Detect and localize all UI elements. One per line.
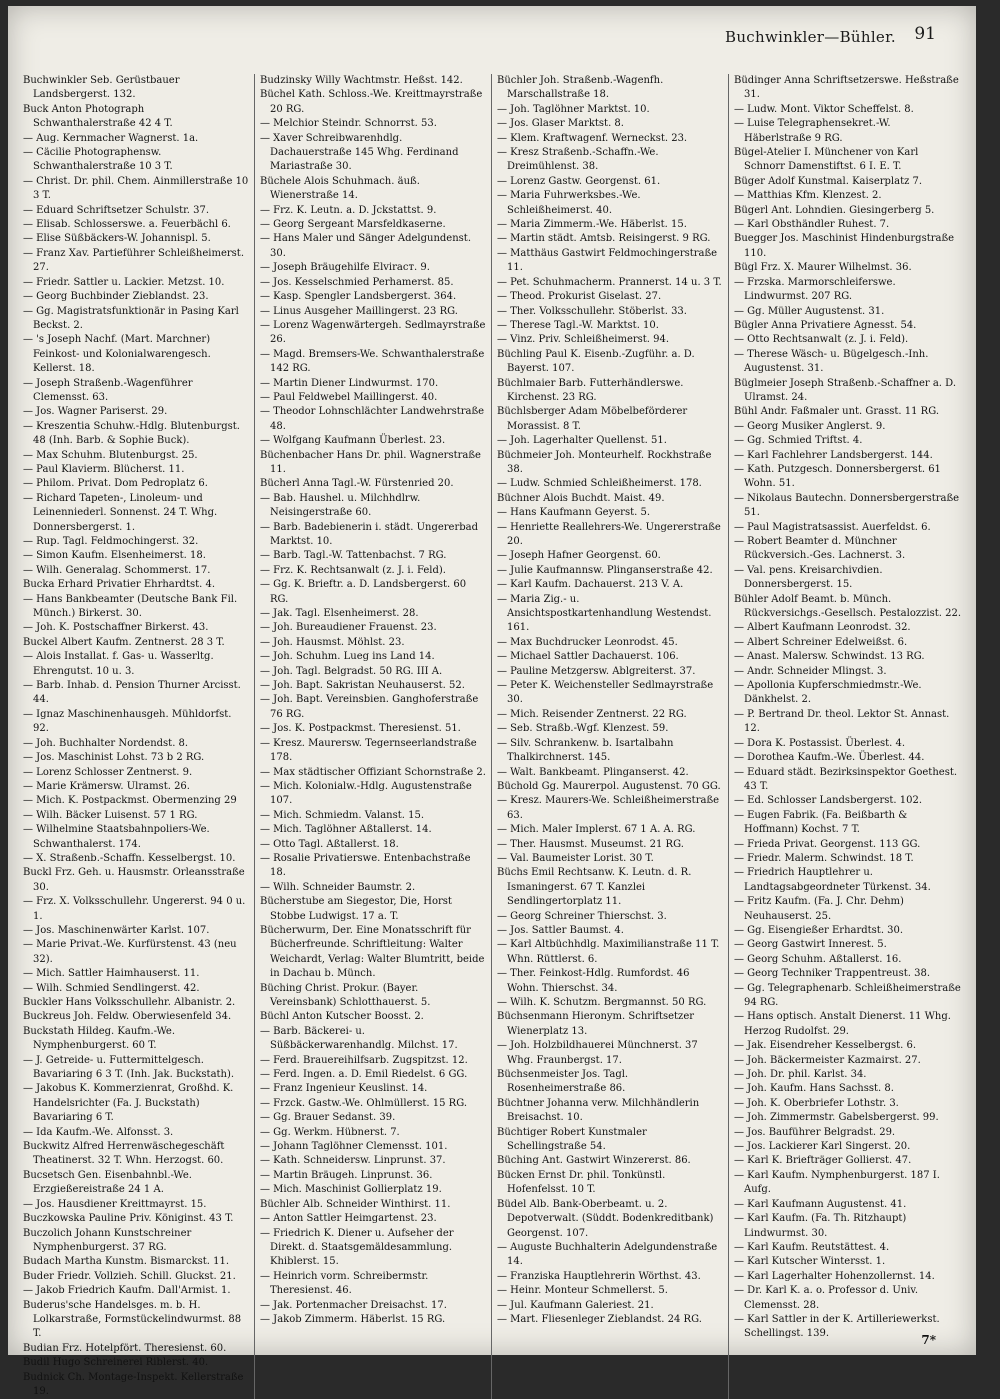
directory-entry: — Kresz Straßenb.-Schaffn.-We. Dreimühlenst. 38. <box>497 147 659 173</box>
directory-entry: — Kasp. Spengler Landsbergerst. 364. <box>260 291 457 303</box>
directory-entry: — Peter K. Weichensteller Sedlmayrstraße 30. <box>497 680 714 706</box>
directory-entry: — Robert Beamter d. Münchner Rückversich.-Ges. Lachnerst. 3. <box>734 536 906 562</box>
directory-entry: — Karl Altbüchhdlg. Maximilianstraße 11 T. Whn. Rüttlerst. 6. <box>497 939 720 965</box>
directory-entry: — Jakob Friedrich Kaufm. Dall'Armist. 1. <box>23 1285 231 1297</box>
directory-entry: — Eugen Fabrik. (Fa. Beißbarth & Hoffmann) Kochst. 7 T. <box>734 809 908 836</box>
directory-entry: Bügl Frz. X. Maurer Wilhelmst. 36. <box>734 262 912 274</box>
directory-entry: Büchtiger Robert Kunstmaler Schellingstraße 54. <box>497 1126 647 1153</box>
directory-entry: Bücherstube am Siegestor, Die, Horst Stobbe Ludwigst. 17 a. T. <box>260 896 452 922</box>
directory-entry: — Mich. Maler Implerst. 67 1 A. A. RG. <box>497 824 696 836</box>
directory-entry: — Marie Privat.-We. Kurfürstenst. 43 (neu 32). <box>23 939 237 965</box>
directory-entry: — X. Straßenb.-Schaffn. Kesselbergst. 10. <box>23 852 236 864</box>
directory-entry: — Joh. Taglöhner Marktst. 10. <box>497 103 650 115</box>
directory-entry: — Gg. Telegraphenarb. Schleißheimerstraße 94 RG. <box>734 982 961 1008</box>
directory-entry: — Lorenz Gastw. Georgenst. 61. <box>497 175 661 187</box>
directory-entry: — Jos. Bauführer Belgradst. 29. <box>734 1126 896 1138</box>
directory-entry: — Eduard Schriftsetzer Schulstr. 37. <box>23 204 210 216</box>
directory-entry: — Jos. Maschinist Lohst. 73 b 2 RG. <box>23 752 205 764</box>
directory-entry: — Joh. Zimmermstr. Gabelsbergerst. 99. <box>734 1112 939 1124</box>
directory-entry: — Martin städt. Amtsb. Reisingerst. 9 RG. <box>497 233 711 245</box>
directory-entry: — Wilh. Generalag. Schommerst. 17. <box>23 564 211 576</box>
directory-entry: — Jos. Kesselschmied Perhamerst. 85. <box>260 276 454 288</box>
directory-entry: — Jos. K. Postpackmst. Theresienst. 51. <box>260 723 461 735</box>
directory-entry: — Karl Kaufm. Reutstättest. 4. <box>734 1241 890 1253</box>
directory-entry: — Barb. Badebienerin i. städt. Ungererbad Marktst. 10. <box>260 521 479 547</box>
directory-entry: — Karl Kaufm. Dachauerst. 213 V. A. <box>497 579 684 591</box>
directory-entry: — Karl Kutscher Wintersst. 1. <box>734 1256 886 1268</box>
directory-entry: Buckwitz Alfred Herrenwäschegeschäft Theatinerst. 32 T. Whn. Herzogst. 60. <box>23 1141 225 1167</box>
directory-entry: Büchlsberger Adam Möbelbeförderer Morassist. 8 T. <box>497 406 688 432</box>
directory-entry: Büching Ant. Gastwirt Winzererst. 86. <box>497 1155 691 1167</box>
directory-entry: — Ida Kaufm.-We. Alfonsst. 3. <box>23 1126 174 1138</box>
directory-entry: — Wilh. Bäcker Luisenst. 57 1 RG. <box>23 809 198 821</box>
directory-entry: — Lorenz Schlosser Zentnerst. 9. <box>23 766 193 778</box>
directory-entry: — Magd. Bremsers-We. Schwanthalerstraße 142 RG. <box>260 348 485 375</box>
directory-entry: — Georg Musiker Anglerst. 9. <box>734 420 886 432</box>
directory-entry: — Friedrich Hauptlehrer u. Landtagsabgeordneter Türkenst. 34. <box>734 867 931 893</box>
directory-entry: — Max Schuhm. Blutenburgst. 25. <box>23 449 198 461</box>
directory-entry: — Friedr. Malerm. Schwindst. 18 T. <box>734 852 914 864</box>
directory-entry: — Jak. Tagl. Elsenheimerst. 28. <box>260 608 419 620</box>
directory-entry: — Christ. Dr. phil. Chem. Ainmillerstraße 10 3 T. <box>23 175 249 202</box>
directory-entry: — Klem. Kraftwagenf. Werneckst. 23. <box>497 132 688 144</box>
directory-entry: — Albert Kaufmann Leonrodst. 32. <box>734 622 911 634</box>
directory-entry: — Joh. K. Oberbriefer Lothstr. 3. <box>734 1097 899 1109</box>
directory-entry: — Karl Fachlehrer Landsbergerst. 144. <box>734 449 933 461</box>
directory-entry: Büchlmaier Barb. Futterhändlerswe. Kirchenst. 23 RG. <box>497 377 684 403</box>
directory-entry: — Joseph Hafner Georgenst. 60. <box>497 550 661 562</box>
directory-entry: — Heinr. Monteur Schmellerst. 5. <box>497 1285 668 1297</box>
directory-entry: Büchsenmeister Jos. Tagl. Rosenheimerstraße 86. <box>497 1069 629 1095</box>
page-number: 91 <box>914 24 936 44</box>
directory-entry: — Joh. Lagerhalter Quellenst. 51. <box>497 435 667 447</box>
directory-entry: — Dr. Karl K. a. o. Professor d. Univ. Clemensst. 28. <box>734 1285 919 1311</box>
directory-entry: — Julie Kaufmannsw. Plinganserstraße 42. <box>497 564 713 576</box>
directory-entry: — Theod. Prokurist Giselast. 27. <box>497 291 662 303</box>
directory-entry: — Georg Techniker Trappentreust. 38. <box>734 968 931 980</box>
directory-entry: Büger Adolf Kunstmal. Kaiserplatz 7. <box>734 175 923 187</box>
column-4 <box>729 74 966 1399</box>
directory-entry: Bücherl Anna Tagl.-W. Fürstenried 20. <box>260 478 454 490</box>
directory-entry: — Elisab. Schlosserswe. a. Feuerbächl 6. <box>23 219 231 231</box>
directory-entry: — Dora K. Postassist. Überlest. 4. <box>734 737 906 749</box>
directory-entry: — Friedr. Sattler u. Lackier. Metzst. 10. <box>23 276 225 288</box>
directory-entry: — Gg. Magistratsfunktionär in Pasing Karl Beckst. 2. <box>23 305 239 331</box>
directory-entry: Büchold Gg. Maurerpol. Augustenst. 70 GG. <box>497 780 721 792</box>
directory-entry: — Marie Krämersw. Ulramst. 26. <box>23 780 190 792</box>
directory-entry: Buck Anton Photograph Schwanthalerstraße 42 4 T. <box>23 103 173 130</box>
directory-entry: — Joh. Holzbildhauerei Münchnerst. 37 Whg. Fraunbergst. 17. <box>497 1040 698 1066</box>
directory-entry: Buckreus Joh. Feldw. Oberwiesenfeld 34. <box>23 1011 232 1023</box>
directory-entry: Budnick Ch. Montage-Inspekt. Kellerstraße 19. <box>23 1371 244 1397</box>
directory-entry: Bucsetsch Gen. Eisenbahnbl.-We. Erzgießereistraße 24 1 A. <box>23 1169 192 1196</box>
directory-entry: — Nikolaus Bautechn. Donnersbergerstraße 51. <box>734 492 960 519</box>
directory-entry: — Joh. Bapt. Sakristan Neuhauserst. 52. <box>260 680 465 692</box>
directory-entry: — Theodor Lohnschlächter Landwehrstraße 48. <box>260 406 485 432</box>
directory-entry: Büchs Emil Rechtsanw. K. Leutn. d. R. Ismaningerst. 67 T. Kanzlei Sendlingertorplatz 11. <box>497 867 692 908</box>
directory-entry: — Jakobus K. Kommerzienrat, Großhd. K. Handelsrichter (Fa. J. Buckstath) Bavariaring 6 T. <box>23 1083 234 1124</box>
directory-entry: — Frz. X. Volksschullehr. Ungererst. 94 0 u. 1. <box>23 896 246 922</box>
directory-entry: — Mich. Reisender Zentnerst. 22 RG. <box>497 708 687 720</box>
directory-entry: Buegger Jos. Maschinist Hindenburgstraße 110. <box>734 233 955 259</box>
directory-entry: Büchtner Johanna verw. Milchhändlerin Breisachst. 10. <box>497 1097 700 1124</box>
directory-entry: — Maria Zig.- u. Ansichtspostkartenhandlung Westendst. 161. <box>497 593 712 634</box>
directory-entry: — Jos. Wagner Pariserst. 29. <box>23 406 168 418</box>
directory-entry: Büchler Alb. Schneider Winthirst. 11. <box>260 1198 451 1210</box>
directory-entry: — Simon Kaufm. Elsenheimerst. 18. <box>23 550 206 562</box>
directory-entry: Buderus'sche Handelsges. m. b. H. Lolkarstraße, Formstückelindwurmst. 88 T. <box>23 1299 242 1340</box>
directory-entry: — Mich. Schmiedm. Valanst. 15. <box>260 809 425 821</box>
column-2 <box>255 74 492 1399</box>
directory-entry: — Karl Lagerhalter Hohenzollernst. 14. <box>734 1270 935 1282</box>
directory-entry: — Frzck. Gastw.-We. Ohlmüllerst. 15 RG. <box>260 1097 468 1109</box>
directory-entry: Budach Martha Kunstm. Bismarckst. 11. <box>23 1256 230 1268</box>
directory-entry: Büchel Kath. Schloss.-We. Kreittmayrstraße 20 RG. <box>260 89 483 115</box>
directory-entry: — Frzska. Marmorschleiferswe. Lindwurmst. 207 RG. <box>734 276 896 303</box>
directory-entry: Buczolich Johann Kunstschreiner Nymphenburgerst. 37 RG. <box>23 1227 192 1253</box>
directory-entry: — Martin Bräugeh. Linprunst. 36. <box>260 1169 433 1181</box>
directory-entry: — P. Bertrand Dr. theol. Lektor St. Annast. 12. <box>734 708 950 735</box>
directory-entry: — Johann Taglöhner Clemensst. 101. <box>260 1141 448 1153</box>
directory-entry: — Jul. Kaufmann Galeriest. 21. <box>497 1299 654 1311</box>
directory-entry: — Aug. Kernmacher Wagnerst. 1a. <box>23 132 199 144</box>
directory-entry: — Joh. Schuhm. Lueg ins Land 14. <box>260 651 435 663</box>
directory-entry: Buckl Frz. Geh. u. Hausmstr. Orleansstraße 30. <box>23 867 245 893</box>
directory-entry: Bügler Anna Privatiere Agnesst. 54. <box>734 319 917 331</box>
directory-entry: — Georg Sergeant Marsfeldkaserne. <box>260 219 446 231</box>
directory-entry: — Frz. K. Rechtsanwalt (z. J. i. Feld). <box>260 564 446 576</box>
directory-entry: — Wilhelmine Staatsbahnpoliers-We. Schwanthalerst. 174. <box>23 824 210 850</box>
directory-entry: — Joh. K. Postschaffner Birkerst. 43. <box>23 622 209 634</box>
directory-entry: — Matthäus Gastwirt Feldmochingerstraße 11. <box>497 247 718 274</box>
directory-entry: Büchling Paul K. Eisenb.-Zugführ. a. D. Bayerst. 107. <box>497 348 695 375</box>
directory-entry: — Jos. Maschinenwärter Karlst. 107. <box>23 924 210 936</box>
directory-entry: — Jakob Zimmerm. Häberlst. 15 RG. <box>260 1313 446 1325</box>
directory-entry: Büchmeier Joh. Monteurhelf. Rockhstraße 38. <box>497 449 712 475</box>
directory-entry: — Barb. Tagl.-W. Tattenbachst. 7 RG. <box>260 550 447 562</box>
page-header <box>8 24 976 54</box>
directory-entry: Buckel Albert Kaufm. Zentnerst. 28 3 T. <box>23 636 225 648</box>
directory-entry: — Anast. Malersw. Schwindst. 13 RG. <box>734 651 925 663</box>
directory-entry: — Joh. Kaufm. Hans Sachsst. 8. <box>734 1083 894 1095</box>
directory-entry: — Georg Schreiner Thierschst. 3. <box>497 910 667 922</box>
directory-entry: Buczkowska Pauline Priv. Königinst. 43 T. <box>23 1213 234 1225</box>
directory-entry: Bühl Andr. Faßmaler unt. Grasst. 11 RG. <box>734 406 939 418</box>
directory-entry: — Georg Buchbinder Zieblandst. 23. <box>23 291 209 303</box>
directory-entry: — Jak. Portenmacher Dreisachst. 17. <box>260 1299 447 1311</box>
directory-entry: — Mich. Sattler Haimhauserst. 11. <box>23 968 200 980</box>
directory-entry: — Joh. Tagl. Belgradst. 50 RG. III A. <box>260 665 443 677</box>
directory-entry: Buckler Hans Volksschullehr. Albanistr. 2. <box>23 997 236 1008</box>
directory-entry: — Georg Gastwirt Innerest. 5. <box>734 939 887 951</box>
directory-entry: — Ther. Volksschullehr. Stöberlst. 33. <box>497 305 687 317</box>
directory-entry: Budian Frz. Hotelpfört. Theresienst. 60. <box>23 1342 227 1354</box>
directory-entry: Büchenbacher Hans Dr. phil. Wagnerstraße 11. <box>260 449 481 475</box>
directory-entry: — Paul Magistratsassist. Auerfeldst. 6. <box>734 521 931 533</box>
directory-entry: — Mart. Fliesenleger Zieblandst. 24 RG. <box>497 1313 702 1325</box>
directory-entry: Budil Hugo Schreinerei Riblerst. 40. <box>23 1357 209 1369</box>
directory-entry: — Maria Zimmerm.-We. Häberlst. 15. <box>497 219 687 231</box>
directory-entry: Buder Friedr. Vollzieh. Schill. Gluckst. 21. <box>23 1270 236 1282</box>
directory-entry: — Karl Obsthändler Ruhest. 7. <box>734 219 890 231</box>
directory-entry: — Mich. K. Postpackmst. Obermenzing 29 <box>23 795 237 807</box>
directory-entry: — Ed. Schlosser Landsbergerst. 102. <box>734 795 923 807</box>
directory-entry: — Seb. Straßb.-Wgf. Klenzest. 59. <box>497 723 669 735</box>
directory-entry: — Frz. K. Leutn. a. D. Jckstattst. 9. <box>260 204 437 216</box>
directory-entry: — Ferd. Ingen. a. D. Emil Riedelst. 6 GG. <box>260 1069 468 1081</box>
directory-entry: — Val. Baumeister Lorist. 30 T. <box>497 852 654 864</box>
directory-entry: — Frieda Privat. Georgenst. 113 GG. <box>734 838 921 850</box>
directory-entry: — Franz Ingenieur Keuslinst. 14. <box>260 1083 428 1095</box>
directory-entry: Büdinger Anna Schriftsetzerswe. Heßstraße 31. <box>734 75 959 101</box>
directory-entry: — Pet. Schuhmacherm. Prannerst. 14 u. 3 T. <box>497 276 722 288</box>
directory-entry: — Kresz. Maurers-We. Schleißheimerstraße 63. <box>497 795 720 821</box>
directory-entry: Bühler Adolf Beamt. b. Münch. Rückversichgs.-Gesellsch. Pestalozzist. 22. <box>734 593 961 620</box>
directory-entry: Büching Christ. Prokur. (Bayer. Vereinsbank) Schlotthauerst. 5. <box>260 982 431 1008</box>
directory-entry: — Andr. Schneider Mlingst. 3. <box>734 665 887 677</box>
directory-entry: — Therese Tagl.-W. Marktst. 10. <box>497 319 659 331</box>
directory-entry: — Alois Installat. f. Gas- u. Wasserltg. Ehrengutst. 10 u. 3. <box>23 651 214 677</box>
directory-entry: — Joh. Buchhalter Nordendst. 8. <box>23 737 189 749</box>
directory-entry: — Heinrich vorm. Schreibermstr. Theresienst. 46. <box>260 1270 429 1297</box>
directory-entry: — Ignaz Maschinenhausgeh. Mühldorfst. 92. <box>23 708 232 735</box>
directory-entry: — Karl Sattler in der K. Artilleriewerkst. Schellingst. 139. <box>734 1313 940 1340</box>
directory-entry: — Hans Bankbeamter (Deutsche Bank Fil. Münch.) Birkerst. 30. <box>23 593 238 620</box>
running-head: Buchwinkler—Bühler. <box>725 28 896 46</box>
directory-entry: — Rosalie Privatierswe. Entenbachstraße 18. <box>260 852 471 879</box>
directory-entry: — Ludw. Mont. Viktor Scheffelst. 8. <box>734 103 914 115</box>
directory-entry: — Apollonia Kupferschmiedmstr.-We. Dänkhelst. 2. <box>734 680 922 706</box>
directory-entry: — Rup. Tagl. Feldmochingerst. 32. <box>23 536 199 547</box>
directory-entry: — Eduard städt. Bezirksinspektor Goethest. 43 T. <box>734 766 958 792</box>
directory-entry: — Anton Sattler Heimgartenst. 23. <box>260 1213 437 1225</box>
directory-entry: Bügerl Ant. Lohndien. Giesingerberg 5. <box>734 204 935 216</box>
directory-entry: — Vinz. Priv. Schleißheimerst. 94. <box>497 334 670 346</box>
directory-entry: — Therese Wäsch- u. Bügelgesch.-Inh. Augustenst. 31. <box>734 348 929 375</box>
directory-entry: — Paul Klavierm. Blücherst. 11. <box>23 463 185 475</box>
directory-entry: — Hans Kaufmann Geyerst. 5. <box>497 507 650 519</box>
directory-entry: — Xaver Schreibwarenhdlg. Dachauerstraße 145 Whg. Ferdinand Mariastraße 30. <box>260 132 459 173</box>
directory-entry: — Auguste Buchhalterin Adelgundenstraße 14. <box>497 1241 718 1268</box>
directory-entry: — Gg. Werkm. Hübnerst. 7. <box>260 1126 400 1138</box>
directory-entry: Büchl Anton Kutscher Boosst. 2. <box>260 1011 424 1023</box>
directory-entry: Bucka Erhard Privatier Ehrhardtst. 4. <box>23 579 216 591</box>
directory-entry: — 's Joseph Nachf. (Mart. Marchner) Feinkost- und Kolonialwarengesch. Kellerst. 18. <box>23 334 211 375</box>
directory-entry: — Elise Süßbäckers-W. Johannispl. 5. <box>23 233 211 245</box>
directory-entry: Bücherwurm, Der. Eine Monatsschrift für Bücherfreunde. Schriftleitung: Walter Weichardt, Verlag: Walter Blumtritt, beide in Dachau b. Münch. <box>260 924 485 980</box>
directory-entry: — Mich. Taglöhner Aßtallerst. 14. <box>260 824 432 836</box>
directory-entry: — Maria Fuhrwerksbes.-We. Schleißheimerst. 40. <box>497 190 641 216</box>
directory-columns <box>18 74 966 1397</box>
directory-entry: — Mich. Maschinist Gollierplatz 19. <box>260 1184 442 1196</box>
directory-page <box>8 6 976 1397</box>
directory-entry: — Gg. Müller Augustenst. 31. <box>734 305 885 317</box>
directory-entry: — Melchior Steindr. Schnorrst. 53. <box>260 118 437 130</box>
directory-entry: Büchsenmann Hieronym. Schriftsetzer Wienerplatz 13. <box>497 1011 695 1037</box>
directory-entry: — Val. pens. Kreisarchivdien. Donnersbergerst. 15. <box>734 564 883 591</box>
directory-entry: — Hans Maler und Sänger Adelgundenst. 30. <box>260 233 471 259</box>
directory-entry: — Luise Telegraphensekret.-W. Häberlstraße 9 RG. <box>734 118 891 144</box>
directory-entry: — Silv. Schrankenw. b. Isartalbahn Thalkirchnerst. 145. <box>497 737 674 764</box>
directory-entry: Bücken Ernst Dr. phil. Tonkünstl. Hofenfelsst. 10 T. <box>497 1169 666 1196</box>
directory-entry: — Bab. Haushel. u. Milchhdlrw. Neisingerstraße 60. <box>260 492 421 519</box>
directory-entry: Büglmeier Joseph Straßenb.-Schaffner a. D. Ulramst. 24. <box>734 377 957 403</box>
directory-entry: Bügel-Atelier I. Münchener von Karl Schnorr Damenstiftst. 6 I. E. T. <box>734 147 919 173</box>
directory-entry: — Dorothea Kaufm.-We. Überlest. 44. <box>734 752 925 764</box>
directory-entry: — J. Getreide- u. Futtermittelgesch. Bavariaring 6 3 T. (Inh. Jak. Buckstath). <box>23 1054 235 1081</box>
directory-entry: — Fritz Kaufm. (Fa. J. Chr. Dehm) Neuhauserst. 25. <box>734 896 904 922</box>
directory-entry: — Franz Xav. Partieführer Schleißheimerst. 27. <box>23 247 244 274</box>
directory-entry: Buchwinkler Seb. Gerüstbauer Landsbergerst. 132. <box>23 75 180 101</box>
directory-entry: — Jos. Sattler Baumst. 4. <box>497 924 624 936</box>
directory-entry: — Friedrich K. Diener u. Aufseher der Direkt. d. Staatsgemäldesammlung. Khiblerst. 15. <box>260 1227 454 1268</box>
directory-entry: — Joh. Bureaudiener Frauenst. 23. <box>260 622 437 634</box>
directory-entry: — Gg. Eisengießer Erhardtst. 30. <box>734 924 904 936</box>
directory-entry: — Otto Rechtsanwalt (z. J. i. Feld). <box>734 334 909 346</box>
directory-entry: — Joseph Bräugehilfe Elviraст. 9. <box>260 262 430 274</box>
directory-entry: — Jos. Lackierer Karl Singerst. 20. <box>734 1141 911 1153</box>
directory-entry: — Paul Feldwebel Maillingerst. 40. <box>260 391 438 403</box>
directory-entry: — Jak. Eisendreher Kesselbergst. 6. <box>734 1040 917 1052</box>
directory-entry: — Ther. Hausmst. Museumst. 21 RG. <box>497 838 684 850</box>
directory-entry: — Wolfgang Kaufmann Überlest. 23. <box>260 435 446 447</box>
directory-entry: — Wilh. Schneider Baumstr. 2. <box>260 881 416 893</box>
directory-entry: — Ludw. Schmied Schleißheimerst. 178. <box>497 478 702 490</box>
directory-entry: — Karl Kaufm. Nymphenburgerst. 187 I. Aufg. <box>734 1169 940 1196</box>
directory-entry: Büchele Alois Schuhmach. äuß. Wienerstraße 14. <box>260 175 420 202</box>
directory-entry: — Gg. Brauer Sedanst. 39. <box>260 1112 396 1124</box>
directory-entry: — Philom. Privat. Dom Pedroplatz 6. <box>23 478 208 490</box>
directory-entry: — Kath. Schneidersw. Linprunst. 37. <box>260 1155 446 1167</box>
directory-entry: — Martin Diener Lindwurmst. 170. <box>260 377 439 389</box>
directory-entry: — Matthias Kfm. Klenzest. 2. <box>734 190 882 202</box>
directory-entry: — Kath. Putzgesch. Donnersbergerst. 61 Wohn. 51. <box>734 463 941 490</box>
directory-entry: — Max Buchdrucker Leonrodst. 45. <box>497 636 678 648</box>
directory-entry: — Franziska Hauptlehrerin Wörthst. 43. <box>497 1270 701 1282</box>
directory-entry: — Wilh. K. Schutzm. Bergmannst. 50 RG. <box>497 997 707 1008</box>
directory-entry: — Albert Schreiner Edelweißst. 6. <box>734 636 908 648</box>
directory-entry: — Linus Ausgeher Maillingerst. 23 RG. <box>260 305 458 317</box>
directory-entry: — Joh. Dr. phil. Karlst. 34. <box>734 1069 867 1081</box>
directory-entry: — Ferd. Brauereihilfsarb. Zugspitzst. 12. <box>260 1054 468 1066</box>
directory-entry: — Pauline Metzgersw. Ablgreiterst. 37. <box>497 665 696 677</box>
directory-entry: — Max städtischer Offiziant Schornstraße 2. <box>260 766 486 778</box>
directory-entry: — Ther. Feinkost-Hdlg. Rumfordst. 46 Wohn. Thierschst. 34. <box>497 968 690 994</box>
directory-entry: — Otto Tagl. Aßtallerst. 18. <box>260 838 399 850</box>
directory-entry: — Cäcilie Photographensw. Schwanthalerstraße 10 3 T. <box>23 147 173 173</box>
directory-entry: — Gg. K. Brieftr. a. D. Landsbergerst. 60 RG. <box>260 579 467 605</box>
directory-entry: — Kreszentia Schuhw.-Hdlg. Blutenburgst. 48 (Inh. Barb. & Sophie Buck). <box>23 420 240 447</box>
directory-entry: — Michael Sattler Dachauerst. 106. <box>497 651 679 663</box>
directory-entry: — Barb. Bäckerei- u. Süßbäckerwarenhandlg. Milchst. 17. <box>260 1025 458 1052</box>
directory-entry: Büchler Joh. Straßenb.-Wagenfh. Marschallstraße 18. <box>497 75 664 101</box>
directory-entry: — Richard Tapeten-, Linoleum- und Leinenniederl. Sonnenst. 24 T. Whg. Donnersbergerst. 1. <box>23 492 218 533</box>
column-3 <box>492 74 729 1399</box>
directory-entry: — Karl Kaufm. (Fa. Th. Ritzhaupt) Lindwurmst. 30. <box>734 1213 907 1239</box>
directory-entry: — Mich. Kolonialw.-Hdlg. Augustenstraße 107. <box>260 780 472 807</box>
directory-entry: — Joh. Bapt. Vereinsbien. Ganghoferstraße 76 RG. <box>260 694 479 720</box>
directory-entry: — Joh. Hausmst. Möhlst. 23. <box>260 636 405 648</box>
directory-entry: — Karl Kaufmann Augustenst. 41. <box>734 1198 907 1210</box>
column-1 <box>18 74 255 1399</box>
directory-entry: — Karl K. Briefträger Gollierst. 47. <box>734 1155 912 1167</box>
signature-mark: 7* <box>921 1333 936 1347</box>
directory-entry: — Jos. Glaser Marktst. 8. <box>497 118 624 130</box>
directory-entry: — Henriette Reallehrers-We. Ungererstraße 20. <box>497 521 721 547</box>
directory-entry: — Georg Schuhm. Aßtallerst. 16. <box>734 953 902 965</box>
directory-entry: — Joh. Bäckermeister Kazmairst. 27. <box>734 1054 921 1066</box>
directory-entry: — Kresz. Maurersw. Tegernseerlandstraße 178. <box>260 737 477 764</box>
directory-entry: Büdel Alb. Bank-Oberbeamt. u. 2. Depotverwalt. (Süddt. Bodenkreditbank) Georgenst. 107. <box>497 1198 714 1239</box>
directory-entry: — Barb. Inhab. d. Pension Thurner Arcisst. 44. <box>23 680 241 706</box>
directory-entry: — Walt. Bankbeamt. Plinganserst. 42. <box>497 766 689 778</box>
directory-entry: Büchner Alois Buchdt. Maist. 49. <box>497 492 665 504</box>
directory-entry: Buckstath Hildeg. Kaufm.-We. Nymphenburgerst. 60 T. <box>23 1025 176 1052</box>
directory-entry: — Lorenz Wagenwärtergeh. Sedlmayrstraße 26. <box>260 319 486 346</box>
directory-entry: — Gg. Schmied Triftst. 4. <box>734 435 863 447</box>
directory-entry: — Jos. Hausdiener Kreittmayrst. 15. <box>23 1198 207 1210</box>
directory-entry: — Hans optisch. Anstalt Dienerst. 11 Whg. Herzog Rudolfst. 29. <box>734 1011 951 1037</box>
directory-entry: Budzinsky Willy Wachtmstr. Heßst. 142. <box>260 75 463 86</box>
directory-entry: — Wilh. Schmied Sendlingerst. 42. <box>23 982 200 994</box>
directory-entry: — Joseph Straßenb.-Wagenführer Clemensst. 63. <box>23 377 193 403</box>
